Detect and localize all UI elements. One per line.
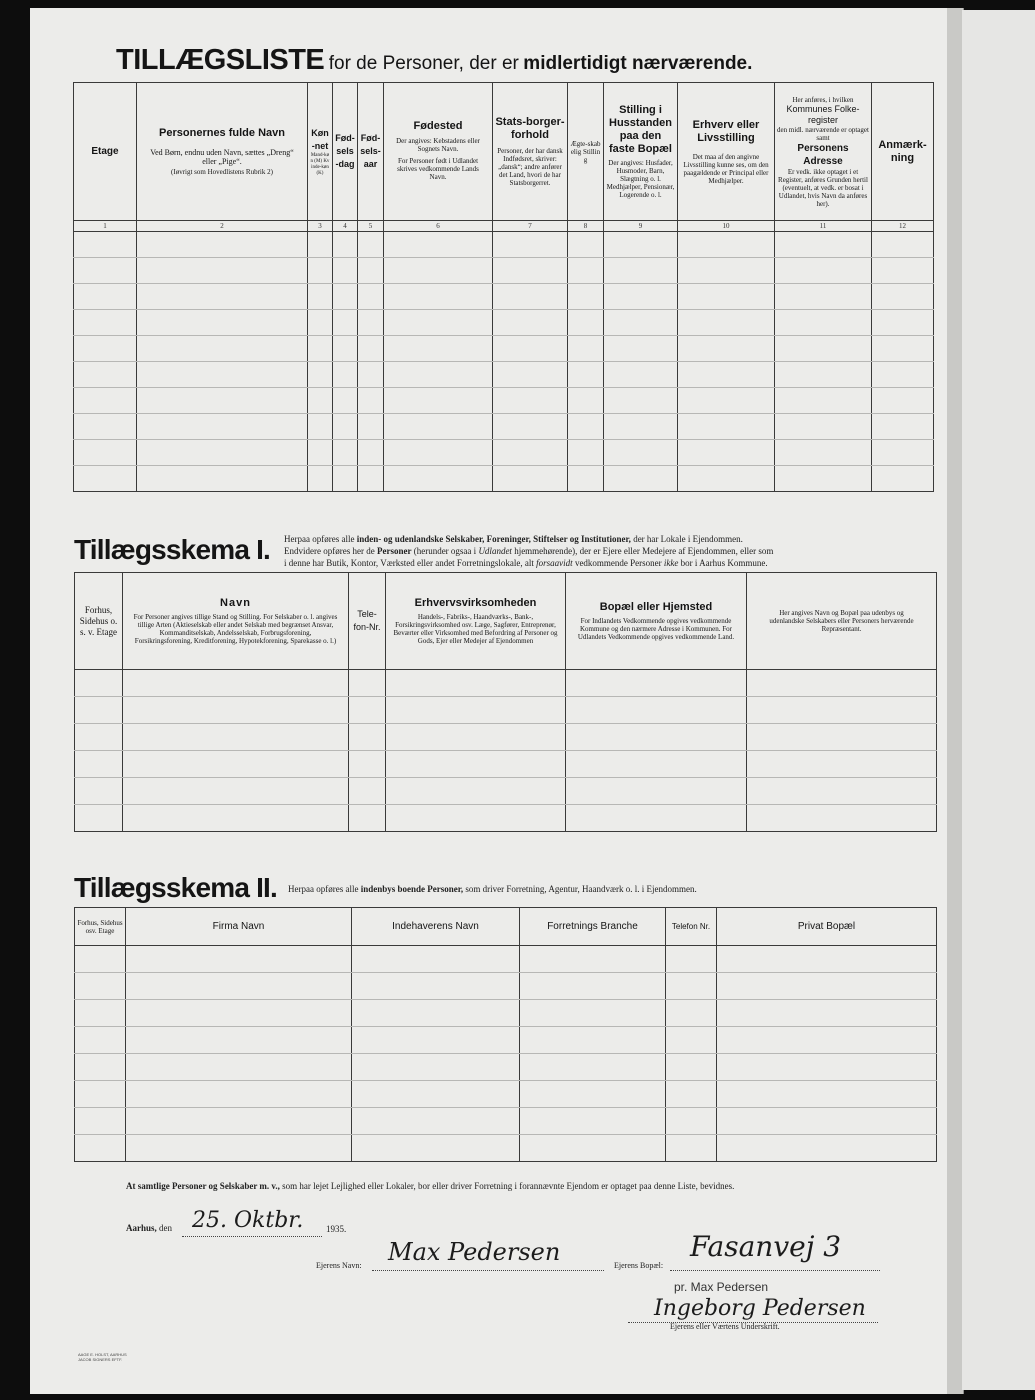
empty-cell[interactable]: [568, 362, 604, 388]
empty-cell[interactable]: [333, 414, 358, 440]
empty-cell[interactable]: [358, 466, 384, 492]
table-row: [75, 751, 937, 778]
empty-cell[interactable]: [717, 973, 937, 1000]
empty-cell[interactable]: [717, 1000, 937, 1027]
empty-cell[interactable]: [604, 440, 678, 466]
empty-cell[interactable]: [566, 751, 747, 778]
empty-cell[interactable]: [137, 388, 308, 414]
empty-cell[interactable]: [74, 388, 137, 414]
tillaegsliste-table: [73, 82, 934, 492]
empty-cell[interactable]: [358, 440, 384, 466]
empty-cell[interactable]: [352, 1054, 520, 1081]
empty-cell[interactable]: [747, 670, 937, 697]
empty-cell[interactable]: [333, 336, 358, 362]
s1-col-repraesentant: Her angives Navn og Bopæl paa udenbys og udenlandske Selskabers eller Personers herværende Repræsentant.: [747, 573, 937, 670]
empty-cell[interactable]: [666, 1000, 717, 1027]
empty-cell[interactable]: [775, 388, 872, 414]
empty-cell[interactable]: [123, 805, 349, 832]
empty-cell[interactable]: [137, 362, 308, 388]
empty-cell[interactable]: [308, 414, 333, 440]
col-etage: Etage: [74, 83, 137, 221]
empty-cell[interactable]: [333, 284, 358, 310]
empty-cell[interactable]: [666, 1027, 717, 1054]
s2-col-indehaver: Indehaverens Navn: [352, 908, 520, 946]
signature-label: Ejerens eller Værtens Underskrift.: [670, 1322, 780, 1331]
empty-cell[interactable]: [333, 232, 358, 258]
owner-label: Ejerens Navn:: [316, 1261, 362, 1270]
col-adresse: Her anføres, i hvilken Kommunes Folke-register den midl. nærværende er optaget samt Personens Adresse Er vedk. ikke optaget i et Register, anføres Grunden hertil (eventuelt, at vedk. er bosat i Udlandet, hvis Navn da anføres her).: [775, 83, 872, 221]
empty-cell[interactable]: [358, 284, 384, 310]
table-row: [74, 362, 934, 388]
empty-cell[interactable]: [678, 388, 775, 414]
empty-cell[interactable]: [384, 284, 493, 310]
table-row: [74, 258, 934, 284]
title-middle: for de Personer, der er: [328, 53, 519, 74]
empty-cell[interactable]: [75, 973, 126, 1000]
empty-cell[interactable]: [123, 670, 349, 697]
empty-cell[interactable]: [75, 697, 123, 724]
empty-cell[interactable]: [384, 336, 493, 362]
empty-cell[interactable]: [333, 440, 358, 466]
s1-col-erhverv: Erhvervsvirksomheden Handels-, Fabriks-, Haandværks-, Bank-, Forsikringsvirksomhed osv. Læge, Sagfører, Entreprenør, Beværter eller Virksomhed med Befordring af Personer og Gods, Ejer eller Medejer af Ejendommen: [386, 573, 566, 670]
empty-cell[interactable]: [349, 670, 386, 697]
table-row: [75, 1054, 937, 1081]
s1-col-etage: Forhus, Sidehus o. s. v. Etage: [75, 573, 123, 670]
empty-cell[interactable]: [74, 440, 137, 466]
empty-cell[interactable]: [717, 1081, 937, 1108]
empty-cell[interactable]: [126, 1027, 352, 1054]
s2-col-telefon: Telefon Nr.: [666, 908, 717, 946]
empty-cell[interactable]: [74, 310, 137, 336]
empty-cell[interactable]: [384, 232, 493, 258]
empty-cell[interactable]: [747, 778, 937, 805]
empty-cell[interactable]: [493, 414, 568, 440]
col-aegteskabelig-stilling: Ægte-skabelig Stilling: [568, 83, 604, 221]
empty-cell[interactable]: [333, 388, 358, 414]
empty-cell[interactable]: [308, 362, 333, 388]
table-row: [75, 724, 937, 751]
empty-cell[interactable]: [666, 946, 717, 973]
empty-cell[interactable]: [872, 362, 934, 388]
year: 1935.: [326, 1224, 347, 1234]
empty-cell[interactable]: [358, 336, 384, 362]
empty-cell[interactable]: [137, 414, 308, 440]
column-numbers-row: 1 2 3 4 5 6 7 8 9 10 11 12: [74, 221, 934, 232]
empty-cell[interactable]: [604, 362, 678, 388]
s2-col-firma: Firma Navn: [126, 908, 352, 946]
table-row: [75, 805, 937, 832]
empty-cell[interactable]: [604, 232, 678, 258]
empty-cell[interactable]: [678, 258, 775, 284]
empty-cell[interactable]: [520, 973, 666, 1000]
empty-cell[interactable]: [137, 258, 308, 284]
empty-cell[interactable]: [568, 232, 604, 258]
empty-cell[interactable]: [493, 362, 568, 388]
empty-cell[interactable]: [678, 232, 775, 258]
empty-cell[interactable]: [872, 466, 934, 492]
empty-cell[interactable]: [384, 414, 493, 440]
empty-cell[interactable]: [493, 258, 568, 284]
col-erhverv: Erhverv eller Livsstilling Det maa af den angivne Livsstilling kunne ses, om den paagældende er Principal eller Medhjælper.: [678, 83, 775, 221]
table-row: [75, 973, 937, 1000]
empty-cell[interactable]: [75, 1054, 126, 1081]
empty-cell[interactable]: [384, 362, 493, 388]
owner-line-dots: [372, 1270, 604, 1271]
empty-cell[interactable]: [520, 1027, 666, 1054]
col-foedselsaar: Fød-sels-aar: [358, 83, 384, 221]
empty-cell[interactable]: [352, 1135, 520, 1162]
table-row: [74, 336, 934, 362]
empty-cell[interactable]: [358, 388, 384, 414]
empty-cell[interactable]: [137, 336, 308, 362]
empty-cell[interactable]: [666, 1081, 717, 1108]
address-line-dots: [670, 1270, 880, 1271]
empty-cell[interactable]: [123, 724, 349, 751]
empty-cell[interactable]: [493, 232, 568, 258]
empty-cell[interactable]: [308, 336, 333, 362]
empty-cell[interactable]: [308, 258, 333, 284]
empty-cell[interactable]: [349, 697, 386, 724]
empty-cell[interactable]: [775, 284, 872, 310]
empty-cell[interactable]: [126, 1135, 352, 1162]
empty-cell[interactable]: [74, 258, 137, 284]
printer-imprint: AAGE E. HOLST, AARHUS JACOB SIGNERS EFTF.: [78, 1352, 127, 1362]
empty-cell[interactable]: [566, 670, 747, 697]
empty-cell[interactable]: [358, 310, 384, 336]
empty-cell[interactable]: [333, 466, 358, 492]
empty-cell[interactable]: [678, 310, 775, 336]
empty-cell[interactable]: [384, 310, 493, 336]
table-row: [75, 697, 937, 724]
table-row: [75, 778, 937, 805]
form-page: [30, 8, 947, 1394]
empty-cell[interactable]: [604, 336, 678, 362]
empty-cell[interactable]: [493, 440, 568, 466]
empty-cell[interactable]: [75, 670, 123, 697]
empty-cell[interactable]: [566, 724, 747, 751]
empty-cell[interactable]: [308, 232, 333, 258]
empty-cell[interactable]: [384, 440, 493, 466]
empty-cell[interactable]: [75, 724, 123, 751]
col-statsborgerforhold: Stats-borger-forhold Personer, der har dansk Indfødsret, skriver: „dansk“; andre anfører det Land, hvori de har Statsborgerret.: [493, 83, 568, 221]
empty-cell[interactable]: [493, 466, 568, 492]
empty-cell[interactable]: [604, 258, 678, 284]
empty-cell[interactable]: [75, 778, 123, 805]
empty-cell[interactable]: [352, 1108, 520, 1135]
tillaegsliste-title: [116, 44, 752, 77]
empty-cell[interactable]: [520, 946, 666, 973]
empty-cell[interactable]: [872, 258, 934, 284]
empty-cell[interactable]: [308, 284, 333, 310]
empty-cell[interactable]: [74, 284, 137, 310]
empty-cell[interactable]: [123, 751, 349, 778]
declaration: At samtlige Personer og Selskaber m. v., som har lejet Lejlighed eller Lokaler, bor eller driver Forretning i forannævnte Ejendom er optaget paa denne Liste, bevidnes.: [126, 1181, 735, 1191]
empty-cell[interactable]: [568, 466, 604, 492]
empty-cell[interactable]: [678, 284, 775, 310]
table-row: [74, 414, 934, 440]
table-row: [75, 670, 937, 697]
empty-cell[interactable]: [747, 697, 937, 724]
empty-cell[interactable]: [678, 336, 775, 362]
empty-cell[interactable]: [493, 388, 568, 414]
skema1-rows: [75, 670, 937, 832]
date-handwritten: 25. Oktbr.: [192, 1208, 304, 1233]
empty-cell[interactable]: [872, 414, 934, 440]
empty-cell[interactable]: [775, 362, 872, 388]
empty-cell[interactable]: [717, 946, 937, 973]
empty-cell[interactable]: [352, 973, 520, 1000]
empty-cell[interactable]: [349, 805, 386, 832]
empty-cell[interactable]: [872, 284, 934, 310]
empty-cell[interactable]: [872, 336, 934, 362]
col-foedselsdag: Fød-sels-dag: [333, 83, 358, 221]
empty-cell[interactable]: [717, 1108, 937, 1135]
empty-cell[interactable]: [333, 310, 358, 336]
adjacent-page-edge: [962, 10, 1035, 1390]
empty-cell[interactable]: [568, 284, 604, 310]
empty-cell[interactable]: [74, 362, 137, 388]
skema2-intro: Herpaa opføres alle indenbys boende Personer, som driver Forretning, Agentur, Haandværk o. l. i Ejendommen.: [288, 884, 697, 894]
empty-cell[interactable]: [333, 258, 358, 284]
empty-cell[interactable]: [308, 310, 333, 336]
pr-stamp: pr. Max Pedersen: [674, 1280, 769, 1294]
skema1-title: Tillægsskema I.: [74, 534, 271, 565]
empty-cell[interactable]: [872, 310, 934, 336]
empty-cell[interactable]: [75, 805, 123, 832]
empty-cell[interactable]: [126, 973, 352, 1000]
col-anmaerkning: Anmærk-ning: [872, 83, 934, 221]
empty-cell[interactable]: [872, 388, 934, 414]
table-row: [75, 946, 937, 973]
skema2-rows: [75, 946, 937, 1162]
title-end: midlertidigt nærværende.: [523, 53, 753, 74]
skema2-table: [74, 907, 937, 1162]
address-label: Ejerens Bopæl:: [614, 1261, 664, 1270]
empty-cell[interactable]: [352, 1027, 520, 1054]
empty-cell[interactable]: [717, 1135, 937, 1162]
table-row: [74, 310, 934, 336]
signature-handwritten: Ingeborg Pedersen: [654, 1296, 866, 1321]
table-row: [74, 440, 934, 466]
empty-cell[interactable]: [386, 805, 566, 832]
table-row: [74, 232, 934, 258]
empty-cell[interactable]: [386, 751, 566, 778]
empty-cell[interactable]: [358, 362, 384, 388]
s1-col-bopael: Bopæl eller Hjemsted For Indlandets Vedkommende opgives vedkommende Kommune og den nærmere Adresse i Kommunen. For Udlandets Vedkommende opgives vedkommende Land.: [566, 573, 747, 670]
empty-cell[interactable]: [308, 388, 333, 414]
empty-cell[interactable]: [775, 258, 872, 284]
col-foedested: Fødested Der angives: Kebstadens eller Sognets Navn. For Personer født i Udlandet skrives vedkommende Lands Navn.: [384, 83, 493, 221]
tillaegsliste-rows: [74, 232, 934, 492]
empty-cell[interactable]: [126, 1081, 352, 1108]
empty-cell[interactable]: [493, 284, 568, 310]
empty-cell[interactable]: [75, 1135, 126, 1162]
empty-cell[interactable]: [74, 466, 137, 492]
empty-cell[interactable]: [349, 724, 386, 751]
empty-cell[interactable]: [137, 440, 308, 466]
empty-cell[interactable]: [386, 724, 566, 751]
date-line-dots: [182, 1236, 322, 1237]
table-row: [74, 284, 934, 310]
empty-cell[interactable]: [384, 466, 493, 492]
empty-cell[interactable]: [137, 232, 308, 258]
empty-cell[interactable]: [349, 778, 386, 805]
empty-cell[interactable]: [126, 1054, 352, 1081]
empty-cell[interactable]: [74, 232, 137, 258]
empty-cell[interactable]: [126, 1108, 352, 1135]
empty-cell[interactable]: [747, 724, 937, 751]
empty-cell[interactable]: [520, 1081, 666, 1108]
empty-cell[interactable]: [747, 805, 937, 832]
empty-cell[interactable]: [123, 778, 349, 805]
empty-cell[interactable]: [717, 1054, 937, 1081]
table-row: [74, 466, 934, 492]
s1-col-telefon: Tele-fon-Nr.: [349, 573, 386, 670]
empty-cell[interactable]: [775, 414, 872, 440]
table-row: [75, 1108, 937, 1135]
empty-cell[interactable]: [358, 414, 384, 440]
s2-col-etage: Forhus, Sidehus osv. Etage: [75, 908, 126, 946]
empty-cell[interactable]: [568, 414, 604, 440]
empty-cell[interactable]: [520, 1135, 666, 1162]
empty-cell[interactable]: [566, 697, 747, 724]
s2-col-branche: Forretnings Branche: [520, 908, 666, 946]
skema1-table: [74, 572, 937, 832]
empty-cell[interactable]: [872, 232, 934, 258]
empty-cell[interactable]: [747, 751, 937, 778]
empty-cell[interactable]: [358, 232, 384, 258]
empty-cell[interactable]: [333, 362, 358, 388]
empty-cell[interactable]: [604, 414, 678, 440]
empty-cell[interactable]: [386, 670, 566, 697]
empty-cell[interactable]: [604, 388, 678, 414]
address-handwritten: Fasanvej 3: [690, 1230, 842, 1263]
empty-cell[interactable]: [666, 973, 717, 1000]
table-row: [74, 388, 934, 414]
empty-cell[interactable]: [604, 284, 678, 310]
empty-cell[interactable]: [520, 1108, 666, 1135]
empty-cell[interactable]: [604, 466, 678, 492]
empty-cell[interactable]: [386, 778, 566, 805]
empty-cell[interactable]: [75, 1081, 126, 1108]
empty-cell[interactable]: [126, 946, 352, 973]
empty-cell[interactable]: [75, 1027, 126, 1054]
empty-cell[interactable]: [75, 946, 126, 973]
empty-cell[interactable]: [384, 388, 493, 414]
empty-cell[interactable]: [358, 258, 384, 284]
empty-cell[interactable]: [520, 1054, 666, 1081]
empty-cell[interactable]: [568, 258, 604, 284]
empty-cell[interactable]: [604, 310, 678, 336]
empty-cell[interactable]: [566, 778, 747, 805]
col-fulde-navn: Personernes fulde Navn Ved Børn, endnu uden Navn, sættes „Dreng“ eller „Pige“. (Iøvrigt som Hovedlistens Rubrik 2): [137, 83, 308, 221]
date-line: Aarhus, den: [126, 1223, 173, 1233]
empty-cell[interactable]: [308, 466, 333, 492]
empty-cell[interactable]: [775, 310, 872, 336]
empty-cell[interactable]: [666, 1108, 717, 1135]
empty-cell[interactable]: [74, 414, 137, 440]
empty-cell[interactable]: [568, 440, 604, 466]
empty-cell[interactable]: [775, 440, 872, 466]
empty-cell[interactable]: [520, 1000, 666, 1027]
empty-cell[interactable]: [678, 466, 775, 492]
empty-cell[interactable]: [384, 258, 493, 284]
empty-cell[interactable]: [137, 466, 308, 492]
table-row: [75, 1000, 937, 1027]
empty-cell[interactable]: [386, 697, 566, 724]
skema2-title: Tillægsskema II.: [74, 872, 278, 903]
empty-cell[interactable]: [352, 1081, 520, 1108]
empty-cell[interactable]: [352, 1000, 520, 1027]
empty-cell[interactable]: [493, 336, 568, 362]
empty-cell[interactable]: [666, 1054, 717, 1081]
empty-cell[interactable]: [123, 697, 349, 724]
empty-cell[interactable]: [137, 284, 308, 310]
empty-cell[interactable]: [352, 946, 520, 973]
empty-cell[interactable]: [349, 751, 386, 778]
empty-cell[interactable]: [678, 362, 775, 388]
s2-col-privat-bopael: Privat Bopæl: [717, 908, 937, 946]
empty-cell[interactable]: [717, 1027, 937, 1054]
empty-cell[interactable]: [678, 440, 775, 466]
empty-cell[interactable]: [775, 336, 872, 362]
table-row: [75, 1027, 937, 1054]
table-row: [75, 1081, 937, 1108]
empty-cell[interactable]: [75, 1000, 126, 1027]
empty-cell[interactable]: [872, 440, 934, 466]
empty-cell[interactable]: [126, 1000, 352, 1027]
empty-cell[interactable]: [493, 310, 568, 336]
empty-cell[interactable]: [137, 310, 308, 336]
empty-cell[interactable]: [568, 310, 604, 336]
title-main: TILLÆGSLISTE: [116, 44, 325, 76]
empty-cell[interactable]: [666, 1135, 717, 1162]
empty-cell[interactable]: [308, 440, 333, 466]
empty-cell[interactable]: [75, 751, 123, 778]
empty-cell[interactable]: [775, 466, 872, 492]
empty-cell[interactable]: [75, 1108, 126, 1135]
skema1-intro: Herpaa opføres alle inden- og udenlandske Selskaber, Foreninger, Stiftelser og Institutioner, der har Lokale i Ejendommen. Endvidere opføres her de Personer (herunder ogsaa i Udlandet hjemmehørende), der er Ejere eller Medejere af Ejendommen, eller som i denne har Butik, Kontor, Værksted eller andet Forretningslokale, alt forsaavidt vedkommende Personer ikke bor i Aarhus Kommune.: [284, 534, 774, 568]
owner-handwritten: Max Pedersen: [388, 1238, 561, 1266]
empty-cell[interactable]: [74, 336, 137, 362]
empty-cell[interactable]: [568, 336, 604, 362]
table-row: [75, 1135, 937, 1162]
s1-col-navn: Navn For Personer angives tillige Stand og Stilling. For Selskaber o. l. angives tillige Arten (Aktieselskab eller andet Selskab med begrænset Ansvar, Kommanditselskab, Andelsselskab, Forbrugsforening, Forsikringsforening, Kreditforening, Hypotekforening, Sparekasse o. l.): [123, 573, 349, 670]
empty-cell[interactable]: [775, 232, 872, 258]
col-koennet: Køn-net Mand-køn (M) Kvinde-køn (K): [308, 83, 333, 221]
empty-cell[interactable]: [566, 805, 747, 832]
empty-cell[interactable]: [678, 414, 775, 440]
col-stilling-husstanden: Stilling i Husstanden paa den faste Bopæl Der angives: Husfader, Husmoder, Barn, Slægtning o. l. Medhjælper, Pensionær, Logerende o. l.: [604, 83, 678, 221]
empty-cell[interactable]: [568, 388, 604, 414]
